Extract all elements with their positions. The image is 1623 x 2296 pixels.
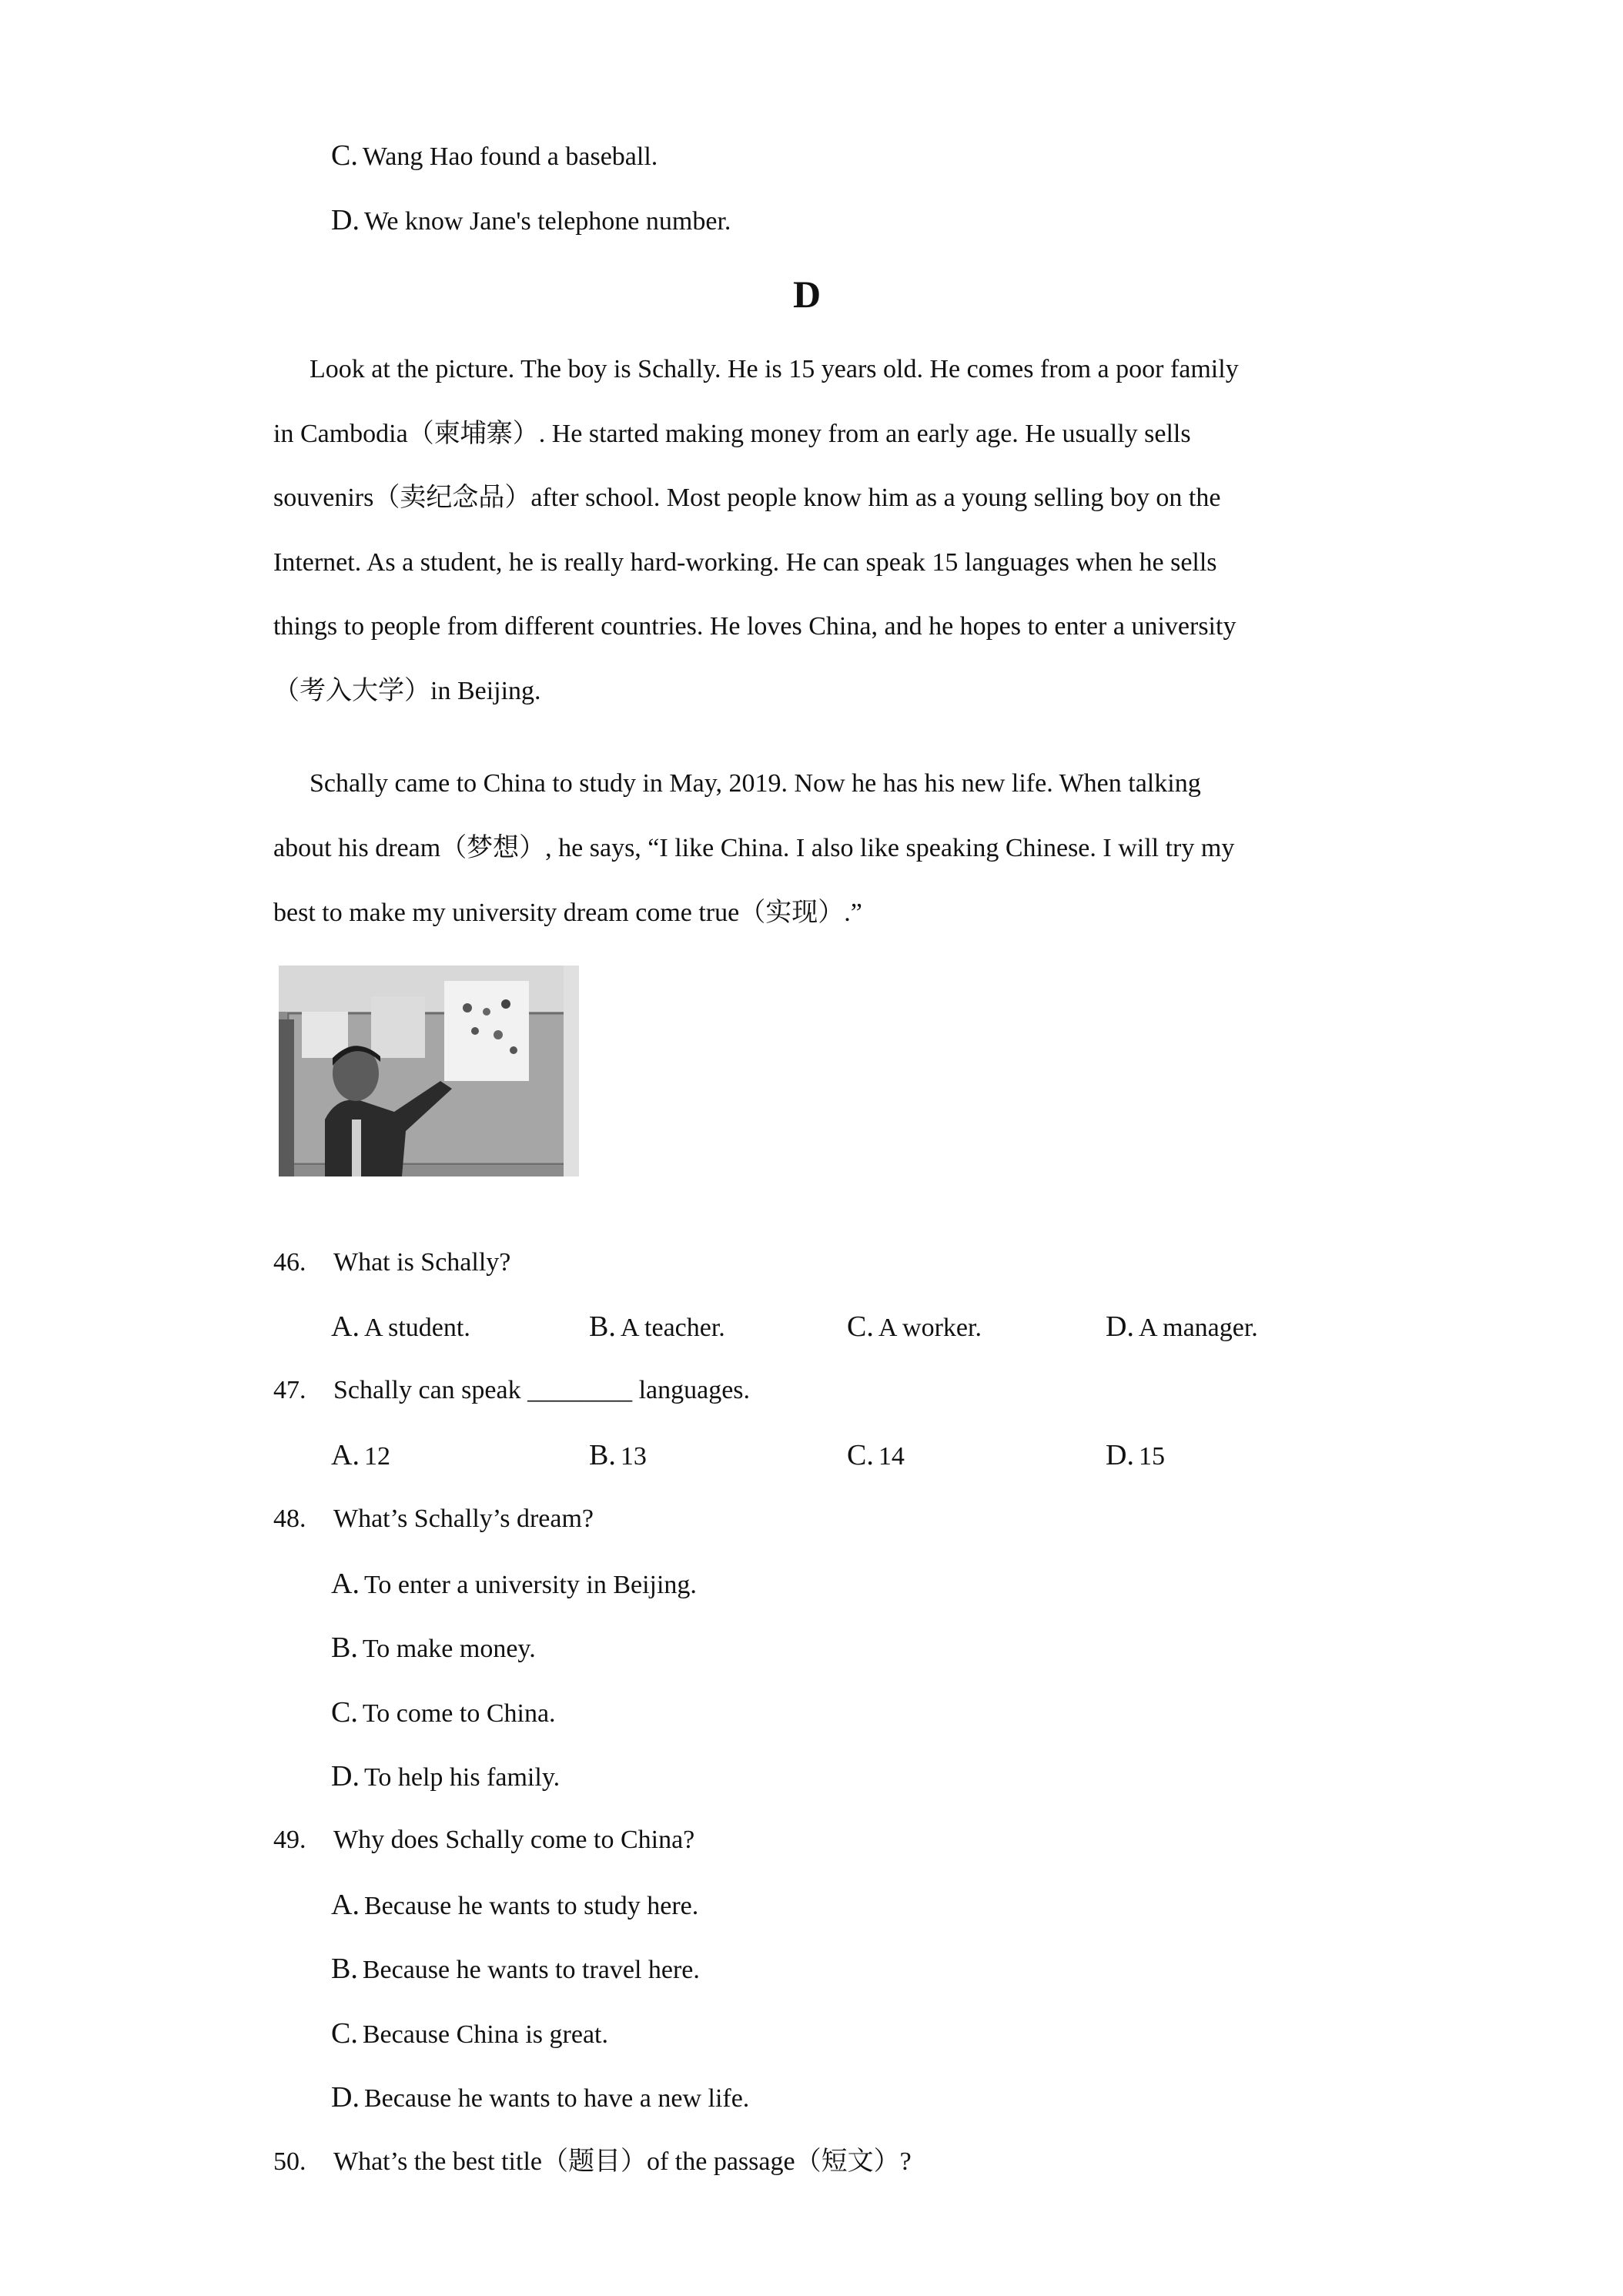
option-text: Because he wants to study here. <box>363 1892 699 1920</box>
option-text: Wang Hao found a baseball. <box>362 142 658 171</box>
q47-option-b[interactable] <box>589 1440 647 1472</box>
option-c <box>331 140 658 172</box>
option-letter: A. <box>331 1889 360 1921</box>
option-text: 15 <box>1138 1442 1165 1471</box>
option-letter: C. <box>847 1439 874 1471</box>
option-text: To come to China. <box>362 1699 556 1728</box>
option-letter: D. <box>1106 1310 1134 1343</box>
q47-option-c[interactable] <box>847 1440 905 1472</box>
q46-option-b[interactable] <box>589 1311 725 1344</box>
q47-option-a[interactable] <box>331 1440 390 1472</box>
q48-option-a[interactable] <box>331 1568 697 1601</box>
question-text: Why does Schally come to China? <box>333 1826 695 1854</box>
option-letter: D. <box>331 1760 360 1792</box>
question-number: 48. <box>273 1504 306 1533</box>
question-48 <box>273 1504 594 1535</box>
option-text: 12 <box>363 1442 390 1471</box>
q49-option-d[interactable] <box>331 2082 749 2114</box>
option-letter: B. <box>331 1632 358 1664</box>
question-number: 50. <box>273 2147 306 2176</box>
option-letter: B. <box>589 1439 616 1471</box>
question-text: Schally can speak ________ languages. <box>333 1376 751 1404</box>
question-number: 47. <box>273 1376 306 1404</box>
option-text: We know Jane's telephone number. <box>363 207 731 236</box>
option-text: A student. <box>363 1314 470 1342</box>
option-letter: B. <box>589 1310 616 1343</box>
question-49 <box>273 1825 694 1856</box>
boy-pointing-photo <box>279 966 579 1176</box>
option-letter: A. <box>331 1439 360 1471</box>
question-number: 49. <box>273 1826 306 1854</box>
option-text: Because he wants to travel here. <box>362 1956 700 1984</box>
passage-line: Schally came to China to study in May, 2019. Now he has his new life. When talking <box>310 769 1201 798</box>
q46-option-d[interactable] <box>1106 1311 1258 1344</box>
option-letter: C. <box>331 2017 358 2050</box>
option-text: Because China is great. <box>362 2020 608 2049</box>
q46-option-a[interactable] <box>331 1311 470 1344</box>
passage-line: about his dream（梦想）, he says, “I like China. I also like speaking Chinese. I will try my <box>273 834 1235 862</box>
q48-option-c[interactable] <box>331 1697 556 1729</box>
question-text: What’s Schally’s dream? <box>333 1504 594 1533</box>
passage-line: Internet. As a student, he is really hard-working. He can speak 15 languages when he sells <box>273 548 1217 577</box>
section-heading: D <box>793 273 822 316</box>
question-text: What is Schally? <box>333 1248 511 1277</box>
passage-line: best to make my university dream come true（实现）.” <box>273 899 862 927</box>
option-letter: D. <box>1106 1439 1134 1471</box>
option-text: A manager. <box>1138 1314 1258 1342</box>
option-letter: C. <box>331 139 358 172</box>
passage-line: （考入大学）in Beijing. <box>273 677 541 705</box>
option-text: To make money. <box>362 1635 536 1663</box>
passage-line: Look at the picture. The boy is Schally. He is 15 years old. He comes from a poor family <box>310 355 1239 383</box>
option-letter: B. <box>331 1953 358 1985</box>
passage-line: in Cambodia（柬埔寨）. He started making money from an early age. He usually sells <box>273 420 1191 448</box>
option-d <box>331 205 731 237</box>
question-text: What’s the best title（题目）of the passage（短文）? <box>333 2147 912 2176</box>
option-text: 13 <box>620 1442 647 1471</box>
question-47 <box>273 1375 750 1406</box>
option-text: A teacher. <box>620 1314 725 1342</box>
option-letter: C. <box>847 1310 874 1343</box>
question-46 <box>273 1247 510 1278</box>
q49-option-a[interactable] <box>331 1889 698 1922</box>
option-text: To help his family. <box>363 1763 561 1792</box>
q47-option-d[interactable] <box>1106 1440 1165 1472</box>
option-text: To enter a university in Beijing. <box>363 1571 697 1599</box>
q49-option-b[interactable] <box>331 1953 700 1986</box>
passage-line: souvenirs（卖纪念品）after school. Most people know him as a young selling boy on the <box>273 484 1221 512</box>
option-letter: A. <box>331 1568 360 1600</box>
option-text: 14 <box>878 1442 905 1471</box>
q46-option-c[interactable] <box>847 1311 982 1344</box>
option-letter: C. <box>331 1696 358 1729</box>
q48-option-d[interactable] <box>331 1761 560 1793</box>
option-text: A worker. <box>878 1314 982 1342</box>
question-50 <box>273 2147 912 2177</box>
option-letter: A. <box>331 1310 360 1343</box>
q48-option-b[interactable] <box>331 1632 536 1665</box>
option-letter: D. <box>331 2081 360 2114</box>
passage-line: things to people from different countries. He loves China, and he hopes to enter a university <box>273 612 1236 641</box>
option-letter: D. <box>331 204 360 236</box>
question-number: 46. <box>273 1248 306 1277</box>
q49-option-c[interactable] <box>331 2018 608 2050</box>
passage-photo <box>279 966 579 1176</box>
option-text: Because he wants to have a new life. <box>363 2084 750 2113</box>
